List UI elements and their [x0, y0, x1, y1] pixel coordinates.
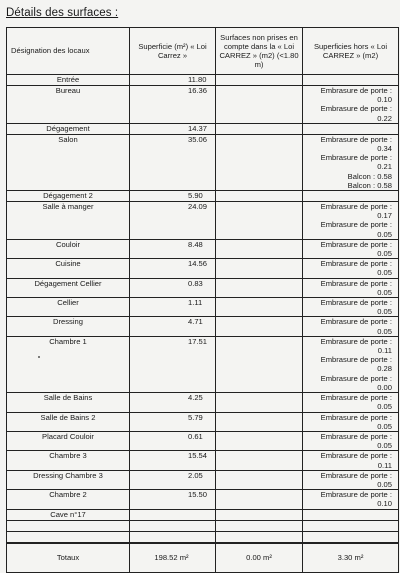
room-area: [130, 520, 216, 531]
room-name: [7, 531, 130, 543]
table-row: [7, 239, 399, 258]
table-row: [7, 470, 399, 489]
room-hors-carrez: [303, 191, 399, 202]
room-area: 5.79: [130, 412, 216, 431]
room-area: 1.11: [130, 298, 216, 317]
room-hors-carrez: [303, 393, 399, 412]
hors-line: 0.05: [377, 307, 392, 317]
room-hors-carrez: [303, 86, 399, 124]
hors-line: Embrasure de porte :: [320, 336, 392, 346]
room-name: Bureau: [7, 86, 130, 124]
hors-line: 0.05: [377, 479, 392, 489]
table-row: [7, 191, 399, 202]
room-non-prises: [216, 317, 303, 336]
table-row: [7, 412, 399, 431]
room-hors-carrez: [303, 431, 399, 450]
hors-line: 0.05: [377, 421, 392, 431]
room-hors-carrez: [303, 470, 399, 489]
hors-line: Embrasure de porte :: [320, 259, 392, 269]
room-non-prises: [216, 412, 303, 431]
room-name: Chambre 2: [7, 490, 130, 509]
room-area: 11.80: [130, 75, 216, 86]
hors-line: 0.05: [377, 249, 392, 259]
table-row: [7, 393, 399, 412]
table-row: [7, 531, 399, 543]
room-hors-carrez: [303, 336, 399, 392]
hors-line: Embrasure de porte :: [320, 451, 392, 461]
room-hors-carrez: [303, 451, 399, 470]
hors-line: 0.11: [377, 460, 392, 470]
room-non-prises: [216, 431, 303, 450]
totals-row: [7, 543, 399, 573]
hors-line: Embrasure de porte :: [320, 220, 392, 230]
hors-line: 0.17: [377, 211, 392, 221]
hors-line: Embrasure de porte :: [320, 86, 392, 95]
table-row: [7, 317, 399, 336]
room-non-prises: [216, 123, 303, 134]
room-hors-carrez: [303, 134, 399, 190]
room-hors-carrez: [303, 298, 399, 317]
room-hors-carrez: [303, 317, 399, 336]
room-hors-carrez: [303, 123, 399, 134]
room-non-prises: [216, 202, 303, 240]
hors-line: 0.05: [377, 441, 392, 451]
hors-line: 0.28: [377, 364, 392, 374]
room-hors-carrez: [303, 202, 399, 240]
header-non-prises: Surfaces non prises en compte dans la « Loi CARREZ » (m2) (<1.80 m): [216, 28, 303, 75]
surfaces-table: [6, 27, 399, 573]
room-non-prises: [216, 531, 303, 543]
room-area: 8.48: [130, 239, 216, 258]
room-non-prises: [216, 509, 303, 520]
room-name: Placard Couloir: [7, 431, 130, 450]
hors-line: Embrasure de porte :: [320, 490, 392, 500]
room-non-prises: [216, 134, 303, 190]
room-hors-carrez: [303, 509, 399, 520]
room-non-prises: [216, 520, 303, 531]
table-row: [7, 451, 399, 470]
hors-line: 0.21: [377, 162, 392, 172]
table-row: [7, 202, 399, 240]
room-area: 24.09: [130, 202, 216, 240]
room-name: Dégagement: [7, 123, 130, 134]
room-area: 14.37: [130, 123, 216, 134]
room-non-prises: [216, 393, 303, 412]
room-area: 35.06: [130, 134, 216, 190]
room-area: 17.51: [130, 336, 216, 392]
hors-line: Embrasure de porte :: [320, 393, 392, 403]
hors-line: 0.05: [377, 268, 392, 278]
hors-line: 0.10: [377, 499, 392, 509]
table-row: [7, 520, 399, 531]
room-area: [130, 531, 216, 543]
room-non-prises: [216, 86, 303, 124]
room-name: Cave n°17: [7, 509, 130, 520]
table-row: [7, 259, 399, 278]
room-non-prises: [216, 191, 303, 202]
hors-line: 0.00: [377, 382, 392, 392]
hors-line: Embrasure de porte :: [320, 355, 392, 365]
room-non-prises: [216, 490, 303, 509]
room-non-prises: [216, 298, 303, 317]
room-non-prises: [216, 470, 303, 489]
room-name: Cuisine: [7, 259, 130, 278]
hors-line: Embrasure de porte :: [320, 298, 392, 308]
room-area: 0.83: [130, 278, 216, 297]
table-row: [7, 490, 399, 509]
header-designation: Désignation des locaux: [7, 28, 130, 75]
room-name: Dégagement Cellier: [7, 278, 130, 297]
hors-line: Embrasure de porte :: [320, 104, 392, 114]
room-hors-carrez: [303, 75, 399, 86]
room-non-prises: [216, 451, 303, 470]
table-row: [7, 431, 399, 450]
hors-line: 0.10: [377, 95, 392, 105]
table-row: [7, 509, 399, 520]
hors-line: Embrasure de porte :: [320, 373, 392, 383]
room-hors-carrez: [303, 278, 399, 297]
scan-speck: [38, 356, 40, 358]
page-title: Détails des surfaces :: [6, 7, 119, 19]
table-row: [7, 75, 399, 86]
hors-line: Embrasure de porte :: [320, 278, 392, 288]
room-name: Salle à manger: [7, 202, 130, 240]
table-row: [7, 134, 399, 190]
table-row: [7, 86, 399, 124]
totals-non-prises: 0.00 m²: [216, 543, 303, 573]
room-name: Chambre 3: [7, 451, 130, 470]
header-hors-carrez: Superficies hors « Loi CARREZ » (m2): [303, 28, 399, 75]
room-area: 0.61: [130, 431, 216, 450]
room-area: 2.05: [130, 470, 216, 489]
room-non-prises: [216, 75, 303, 86]
hors-line: 0.05: [377, 287, 392, 297]
table-row: [7, 123, 399, 134]
room-name: Dressing: [7, 317, 130, 336]
room-area: 16.36: [130, 86, 216, 124]
room-hors-carrez: [303, 490, 399, 509]
room-area: [130, 509, 216, 520]
hors-line: Embrasure de porte :: [320, 317, 392, 327]
hors-line: Balcon : 0.58: [347, 180, 392, 190]
hors-line: 0.05: [377, 402, 392, 412]
room-name: Dressing Chambre 3: [7, 470, 130, 489]
header-superficie: Superficie (m²) « Loi Carrez »: [130, 28, 216, 75]
room-area: 4.25: [130, 393, 216, 412]
hors-line: Embrasure de porte :: [320, 239, 392, 249]
table-header-row: [7, 28, 399, 75]
hors-line: Embrasure de porte :: [320, 431, 392, 441]
hors-line: Embrasure de porte :: [320, 134, 392, 144]
room-name: Salle de Bains 2: [7, 412, 130, 431]
hors-line: Embrasure de porte :: [320, 412, 392, 422]
room-area: 14.56: [130, 259, 216, 278]
room-name: Cellier: [7, 298, 130, 317]
room-hors-carrez: [303, 239, 399, 258]
totals-hors: 3.30 m²: [303, 543, 399, 573]
room-area: 4.71: [130, 317, 216, 336]
room-non-prises: [216, 278, 303, 297]
totals-area: 198.52 m²: [130, 543, 216, 573]
hors-line: Embrasure de porte :: [320, 470, 392, 480]
table-row: [7, 336, 399, 392]
table-row: [7, 278, 399, 297]
room-non-prises: [216, 259, 303, 278]
room-hors-carrez: [303, 520, 399, 531]
room-area: 5.90: [130, 191, 216, 202]
hors-line: 0.34: [377, 144, 392, 154]
hors-line: 0.11: [377, 346, 392, 356]
room-name: Dégagement 2: [7, 191, 130, 202]
room-name: [7, 520, 130, 531]
room-area: 15.54: [130, 451, 216, 470]
hors-line: Embrasure de porte :: [320, 153, 392, 163]
hors-line: Embrasure de porte :: [320, 202, 392, 212]
room-hors-carrez: [303, 531, 399, 543]
hors-line: 0.05: [377, 326, 392, 336]
hors-line: 0.22: [377, 113, 392, 123]
room-area: 15.50: [130, 490, 216, 509]
hors-line: 0.05: [377, 229, 392, 239]
room-non-prises: [216, 239, 303, 258]
room-non-prises: [216, 336, 303, 392]
room-name: Salle de Bains: [7, 393, 130, 412]
room-hors-carrez: [303, 259, 399, 278]
hors-line: Balcon : 0.58: [347, 171, 392, 181]
room-name: Salon: [7, 134, 130, 190]
room-name: Entrée: [7, 75, 130, 86]
room-hors-carrez: [303, 412, 399, 431]
table-row: [7, 298, 399, 317]
room-name: Chambre 1: [7, 336, 130, 392]
totals-label: Totaux: [7, 543, 130, 573]
room-name: Couloir: [7, 239, 130, 258]
